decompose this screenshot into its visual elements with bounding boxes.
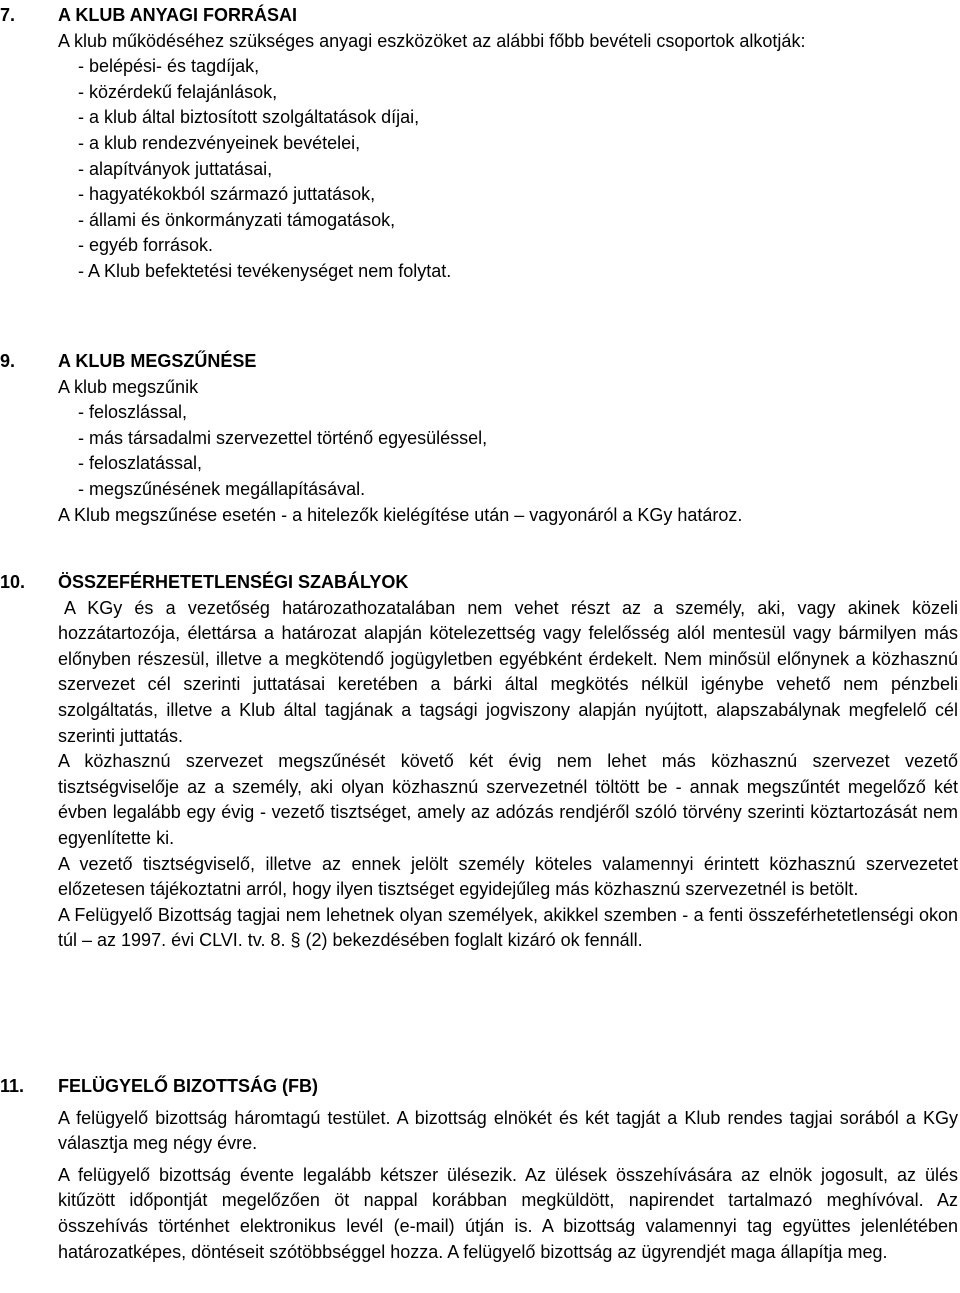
section-7-intro: A klub működéséhez szükséges anyagi eszközöket az alábbi főbb bevételi csoportok alkotják: [58, 30, 806, 51]
list-item: - a klub által biztosított szolgáltatások díjai, [78, 107, 420, 128]
section-9-closing: A Klub megszűnése esetén - a hitelezők kielégítése után – vagyonáról a KGy határoz. [58, 504, 743, 525]
section-11-paragraph-2: A felügyelő bizottság évente legalább kétszer ülésezik. Az ülések összehívására az elnök jogosult, az ülés kitűzött időpontját megelőzően öt nappal korábban megküldött, napirendet tartalmazó meghívóval. Az összehívás történhet elektronikus levél (e-mail) útján is. A bizottság valamennyi tag együttes jelenlétében határozatképes, döntéseit szótöbbséggel hozza. A felügyelő bizottság az ügyrendjét maga állapítja meg. [58, 1164, 958, 1262]
section-10 [0, 570, 960, 954]
list-item: - feloszlatással, [78, 453, 203, 474]
section-7-body [0, 29, 960, 285]
section-10-heading [0, 570, 960, 596]
section-9-number: 9. [0, 351, 16, 371]
section-10-paragraph-1: A KGy és a vezetőség határozathozatalában nem vehet részt az a személy, aki, vagy akinek közeli hozzátartozója, élettársa a határozat alapján kötelezettség vagy felelősség alól mentesül vagy bármilyen más előnyben részesül, illetve a megkötendő jogügyletben egyébként érdekelt. Nem minősül előnynek a közhasznú szervezet cél szerinti juttatásai keretében a bárki által megkötés nélkül igénybe vehető nem pénzbeli szolgáltatás, illetve a Klub által tagjának a tagsági jogviszony alapján nyújtott, alapszabálynak megfelelő cél szerinti juttatás. [58, 597, 958, 746]
list-item: - egyéb források. [78, 235, 214, 256]
section-11-title: FELÜGYELŐ BIZOTTSÁG (FB) [58, 1076, 318, 1096]
section-11-number: 11. [0, 1076, 25, 1096]
section-11 [0, 1074, 960, 1265]
section-10-paragraph-2: A közhasznú szervezet megszűnését követő két évig nem lehet más közhasznú szervezet vezető tisztségviselője az a személy, aki olyan közhasznú szervezetnél töltött be - annak megszűntét megelőző két évben legalább egy évig - vezető tisztséget, amely az adózás rendjéről szóló törvény szerinti köztartozását nem egyenlítette ki. [58, 751, 958, 848]
list-item: - hagyatékokból származó juttatások, [78, 184, 376, 205]
section-11-body [0, 1106, 960, 1266]
list-item: - alapítványok juttatásai, [78, 158, 273, 179]
section-7 [0, 3, 960, 285]
section-9 [0, 349, 960, 528]
list-item: - állami és önkormányzati támogatások, [78, 209, 396, 230]
section-7-heading [0, 3, 960, 29]
list-item: - feloszlással, [78, 402, 188, 423]
section-10-number: 10. [0, 572, 26, 592]
section-9-list [58, 400, 960, 502]
list-item: - közérdekű felajánlások, [78, 81, 278, 102]
list-item: - A Klub befektetési tevékenységet nem folytat. [78, 260, 452, 281]
section-7-list [58, 54, 960, 284]
section-11-paragraph-1: A felügyelő bizottság háromtagú testület. A bizottság elnökét és két tagját a Klub rendes tagjai sorából a KGy választja meg négy évre. [58, 1107, 958, 1154]
section-10-body [0, 596, 960, 954]
section-9-heading [0, 349, 960, 375]
list-item: - más társadalmi szervezettel történő egyesüléssel, [78, 427, 488, 448]
section-9-intro: A klub megszűnik [58, 376, 199, 397]
section-9-title: A KLUB MEGSZŰNÉSE [58, 351, 257, 371]
section-7-number: 7. [0, 5, 16, 25]
list-item: - belépési- és tagdíjak, [78, 56, 260, 77]
section-9-body [0, 375, 960, 529]
section-7-title: A KLUB ANYAGI FORRÁSAI [58, 5, 298, 25]
section-10-paragraph-4: A Felügyelő Bizottság tagjai nem lehetnek olyan személyek, akikkel szemben - a fenti összeférhetetlenségi okon túl – az 1997. évi CLVI. tv. 8. § (2) bekezdésében foglalt kizáró ok fennáll. [58, 904, 958, 951]
list-item: - megszűnésének megállapításával. [78, 478, 366, 499]
section-10-paragraph-3: A vezető tisztségviselő, illetve az ennek jelölt személy köteles valamennyi érintett közhasznú szervezetet előzetesen tájékoztatni arról, hogy ilyen tisztséget egyidejűleg más közhasznú szervezetnél is betölt. [58, 853, 958, 900]
list-item: - a klub rendezvényeinek bevételei, [78, 132, 361, 153]
section-10-title: ÖSSZEFÉRHETETLENSÉGI SZABÁLYOK [58, 572, 409, 592]
section-11-heading [0, 1074, 960, 1100]
